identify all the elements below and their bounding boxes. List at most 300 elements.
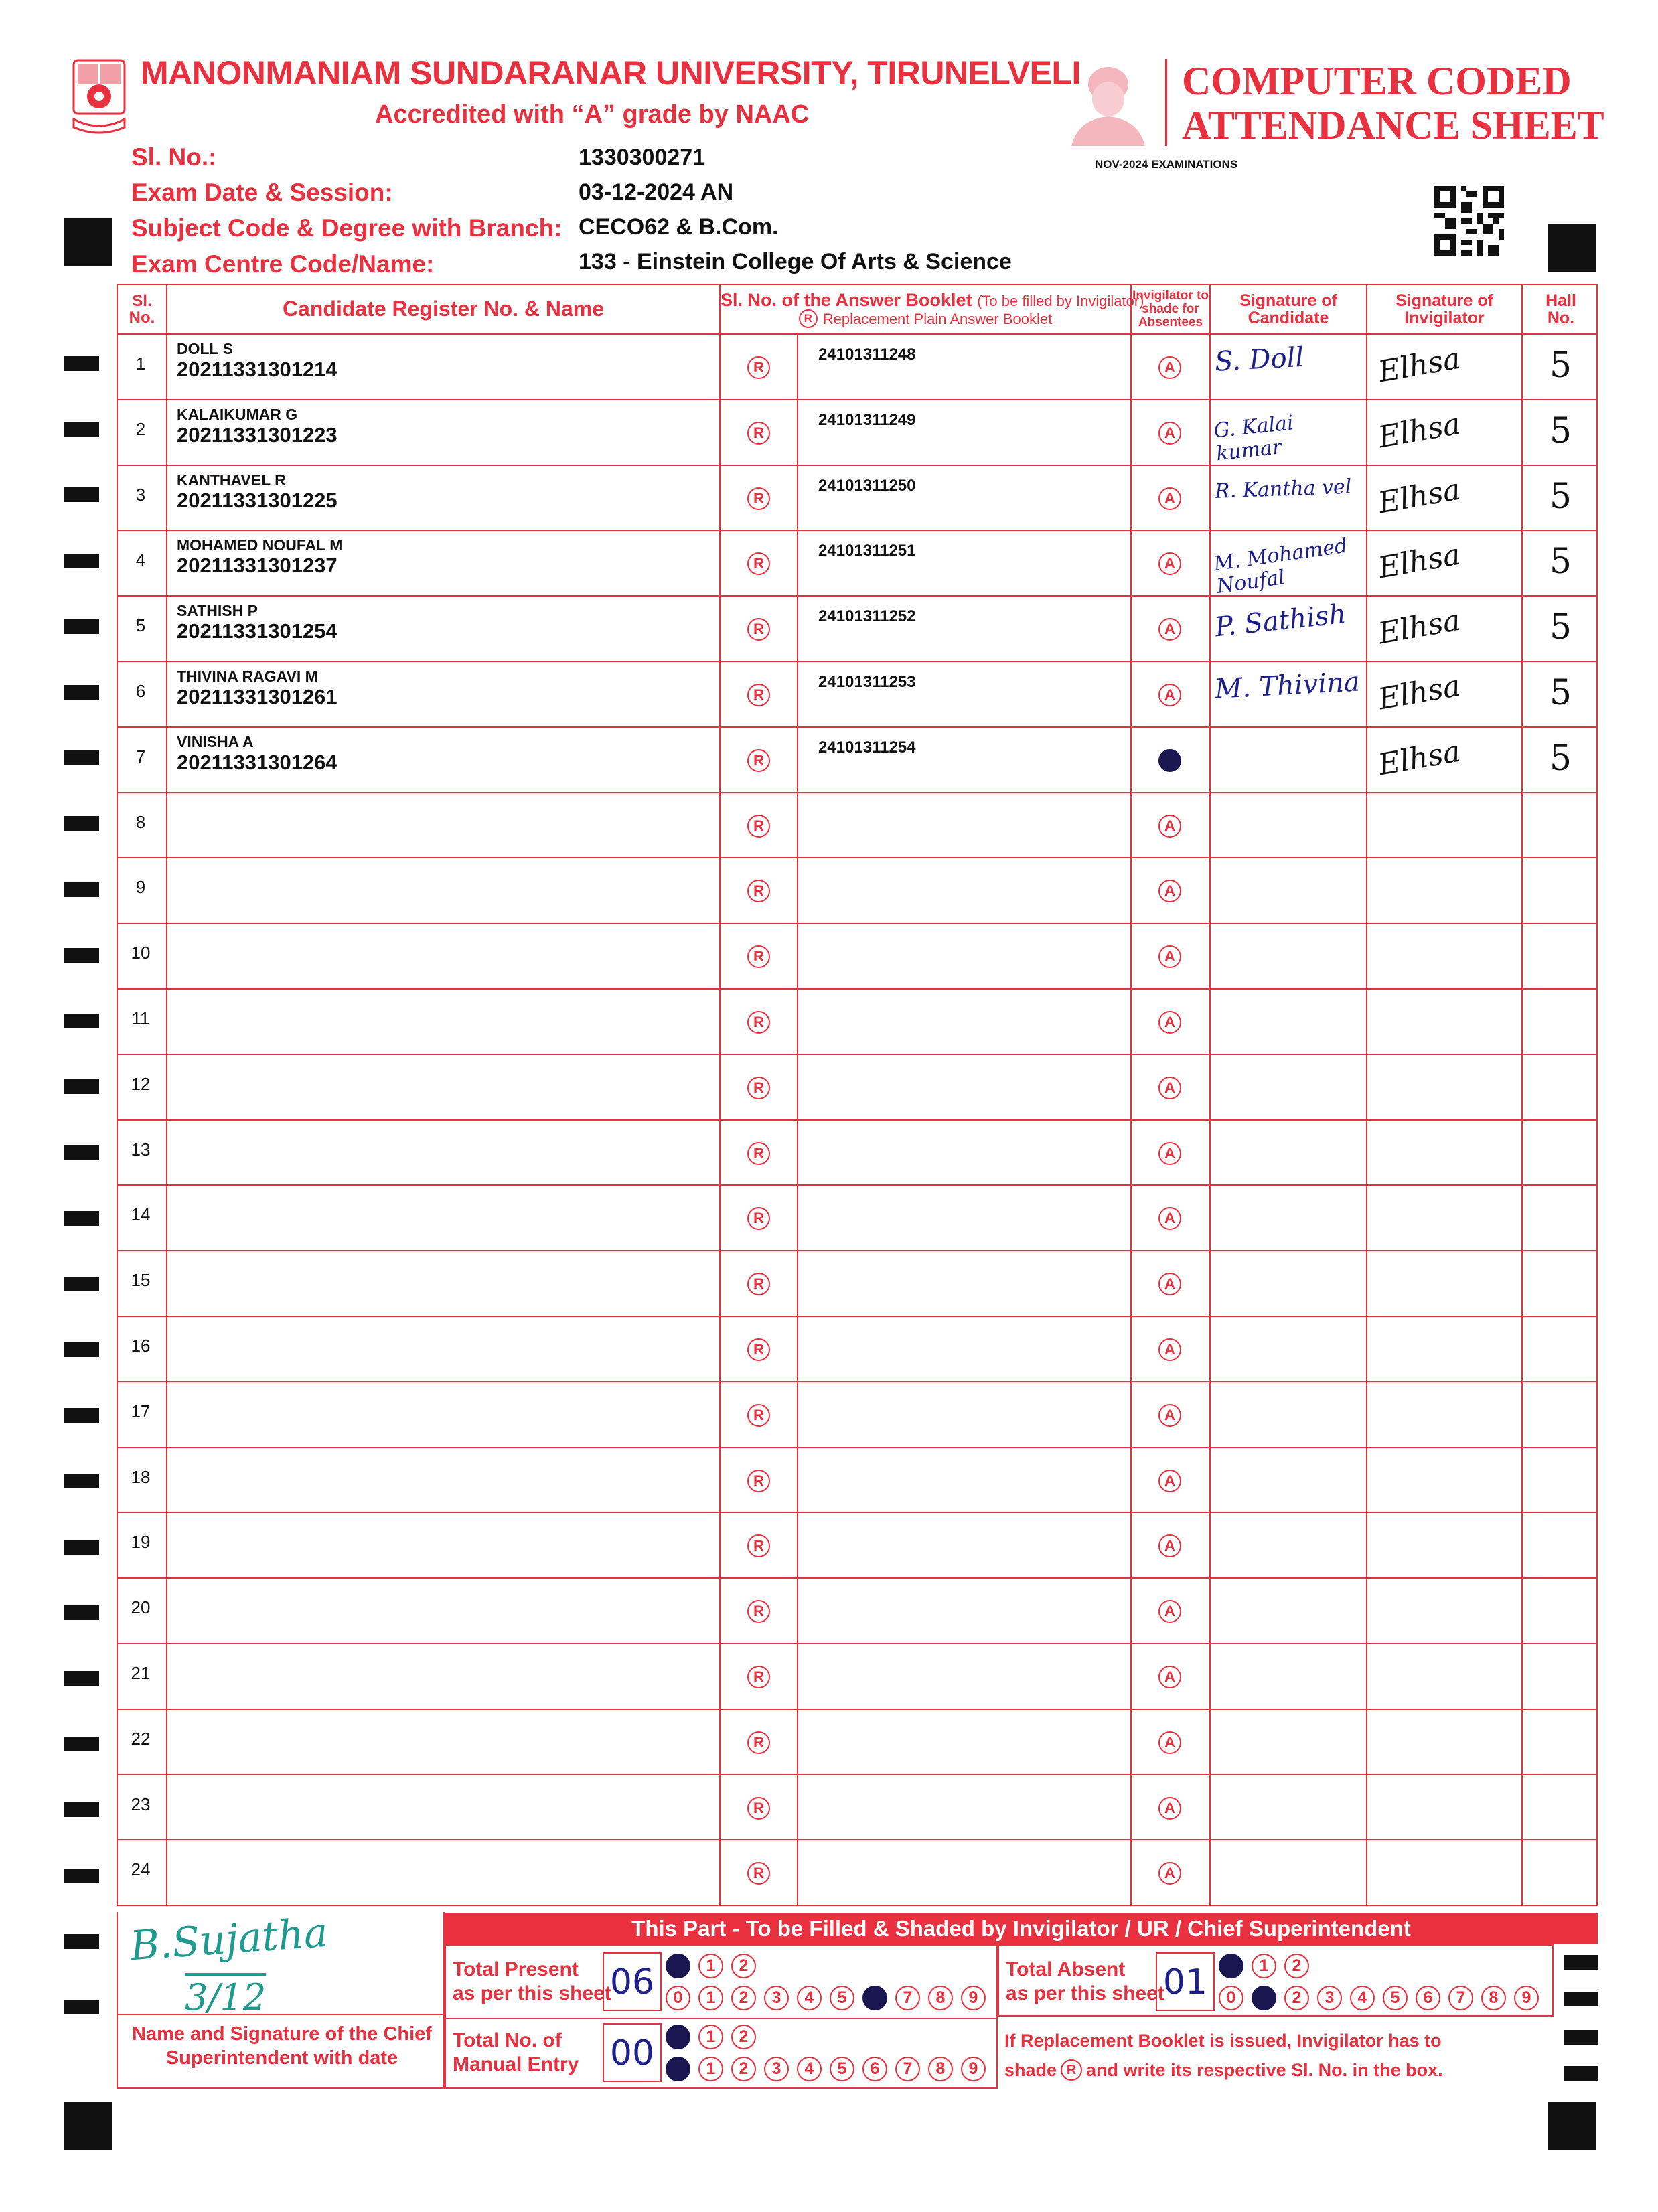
- timing-mark: [64, 1802, 99, 1817]
- digit-bubble[interactable]: 8: [928, 1986, 953, 2010]
- replacement-symbol-icon: R: [1061, 2059, 1082, 2081]
- table-row: [117, 466, 1598, 532]
- replacement-bubble[interactable]: R: [747, 1731, 770, 1754]
- cell-sl-no: [118, 1710, 166, 1774]
- absent-bubble[interactable]: A: [1158, 1077, 1181, 1099]
- replacement-bubble[interactable]: R: [747, 1338, 770, 1361]
- total-absent-units-bubbles: [1219, 1986, 1539, 2010]
- cell-candidate-signature: [1209, 1644, 1366, 1709]
- digit-bubble[interactable]: 8: [1481, 1986, 1506, 2010]
- candidate-name: SATHISH P: [177, 602, 258, 620]
- candidate-register-no: 20211331301214: [177, 358, 337, 381]
- replacement-bubble[interactable]: R: [747, 1470, 770, 1492]
- absent-bubble[interactable]: A: [1158, 487, 1181, 510]
- cell-candidate: [166, 466, 719, 530]
- absent-bubble[interactable]: A: [1158, 1404, 1181, 1427]
- cell-invigilator-signature: [1366, 662, 1521, 726]
- cell-candidate-signature: [1209, 1186, 1366, 1250]
- replacement-bubble[interactable]: R: [747, 1207, 770, 1230]
- cell-sl-no: [118, 1186, 166, 1250]
- digit-bubble[interactable]: 1: [1252, 1954, 1276, 1978]
- replacement-bubble[interactable]: R: [747, 356, 770, 379]
- digit-bubble[interactable]: 0: [666, 1986, 690, 2010]
- cell-sl-no: [118, 990, 166, 1054]
- cell-invigilator-signature: [1366, 1775, 1521, 1840]
- absent-bubble[interactable]: A: [1158, 356, 1181, 379]
- row-sl-no: 2: [135, 418, 146, 439]
- cell-hall-no: [1521, 1317, 1599, 1381]
- cell-candidate: [166, 990, 719, 1054]
- row-sl-no: 5: [135, 615, 146, 636]
- cell-replacement: [719, 335, 797, 399]
- digit-bubble[interactable]: 2: [731, 2057, 756, 2081]
- cell-booklet-no: [797, 400, 1130, 465]
- timing-mark: [64, 882, 99, 897]
- cell-absentee: [1130, 531, 1209, 595]
- digit-bubble[interactable]: 6: [862, 2057, 887, 2081]
- cell-replacement: [719, 728, 797, 792]
- cell-replacement: [719, 793, 797, 858]
- cell-booklet-no: [797, 1317, 1130, 1381]
- cell-sl-no: [118, 924, 166, 988]
- timing-mark: [64, 1474, 99, 1488]
- cell-absentee: [1130, 335, 1209, 399]
- cell-absentee: [1130, 1448, 1209, 1512]
- row-sl-no: 3: [135, 484, 146, 505]
- absent-bubble[interactable]: A: [1158, 1534, 1181, 1557]
- cell-candidate: [166, 1644, 719, 1709]
- replacement-note-line2: [1004, 2055, 1443, 2085]
- timing-mark: [1564, 1955, 1598, 1970]
- answer-booklet-no: 24101311254: [818, 738, 916, 757]
- cell-sl-no: [118, 1251, 166, 1316]
- cell-candidate-signature: [1209, 1317, 1366, 1381]
- university-logo: [70, 58, 129, 137]
- cell-hall-no: [1521, 793, 1599, 858]
- candidate-signature: P. Sathish: [1213, 599, 1348, 643]
- col-sig-invigilator-label: Signature of Invigilator: [1396, 291, 1493, 327]
- cell-candidate: [166, 1382, 719, 1447]
- cell-hall-no: [1521, 335, 1599, 399]
- digit-bubble[interactable]: 3: [1317, 1986, 1342, 2010]
- cell-booklet-no: [797, 1055, 1130, 1119]
- replacement-bubble[interactable]: R: [747, 1534, 770, 1557]
- absent-bubble[interactable]: A: [1158, 684, 1181, 706]
- digit-bubble[interactable]: 2: [1284, 1954, 1309, 1978]
- cell-hall-no: [1521, 597, 1599, 661]
- replacement-bubble[interactable]: R: [747, 1600, 770, 1623]
- total-absent-box[interactable]: 01: [1156, 1952, 1215, 2011]
- cell-absentee: [1130, 1775, 1209, 1840]
- table-row: [117, 1775, 1598, 1841]
- cell-booklet-no: [797, 924, 1130, 988]
- cell-booklet-no: [797, 990, 1130, 1054]
- table-row: [117, 662, 1598, 728]
- cell-hall-no: [1521, 1448, 1599, 1512]
- absent-bubble[interactable]: A: [1158, 422, 1181, 445]
- cell-sl-no: [118, 858, 166, 923]
- digit-bubble-shaded[interactable]: [1219, 1954, 1244, 1978]
- footer-divider: [446, 2018, 996, 2019]
- row-sl-no: 11: [131, 1008, 150, 1028]
- absent-box: [998, 1944, 1554, 2017]
- absent-bubble[interactable]: A: [1158, 1731, 1181, 1754]
- table-row: [117, 1579, 1598, 1644]
- invigilator-signature: Elhsa: [1375, 341, 1463, 390]
- cell-invigilator-signature: [1366, 728, 1521, 792]
- replacement-bubble[interactable]: R: [747, 749, 770, 772]
- cell-sl-no: [118, 1579, 166, 1643]
- replacement-bubble[interactable]: R: [747, 1011, 770, 1034]
- digit-bubble[interactable]: 4: [797, 1986, 822, 2010]
- subject-label: Subject Code & Degree with Branch:: [131, 214, 562, 242]
- superintendent-label: Name and Signature of the Chief Superintendent with date: [118, 2014, 446, 2089]
- cell-absentee: [1130, 728, 1209, 792]
- cell-replacement: [719, 400, 797, 465]
- table-row: [117, 400, 1598, 466]
- candidate-signature: G. Kalai kumar: [1212, 411, 1295, 466]
- timing-mark: [64, 1540, 99, 1555]
- timing-mark: [64, 1737, 99, 1751]
- cell-absentee: [1130, 1644, 1209, 1709]
- university-name: MANONMANIAM SUNDARANAR UNIVERSITY, TIRUNELVELI: [141, 54, 1081, 92]
- cell-absentee: [1130, 1251, 1209, 1316]
- cell-invigilator-signature: [1366, 1186, 1521, 1250]
- row-sl-no: 19: [131, 1532, 151, 1553]
- qr-code: [1434, 186, 1504, 256]
- cell-candidate-signature: [1209, 793, 1366, 858]
- candidate-name: VINISHA A: [177, 732, 254, 750]
- timing-mark: [64, 750, 99, 765]
- cell-absentee: [1130, 990, 1209, 1054]
- table-row: [117, 1121, 1598, 1186]
- row-sl-no: 18: [131, 1466, 151, 1487]
- cell-replacement: [719, 990, 797, 1054]
- manual-entry-box[interactable]: 00: [603, 2023, 662, 2082]
- digit-bubble[interactable]: 9: [1514, 1986, 1539, 2010]
- absent-bubble[interactable]: A: [1158, 880, 1181, 902]
- replacement-bubble[interactable]: R: [747, 1862, 770, 1885]
- cell-invigilator-signature: [1366, 1121, 1521, 1185]
- total-present-label-line1: Total Present: [453, 1958, 579, 1980]
- candidate-name: KANTHAVEL R: [177, 471, 286, 489]
- hall-no: 5: [1550, 542, 1572, 582]
- digit-bubble[interactable]: 1: [698, 2057, 723, 2081]
- replacement-bubble[interactable]: R: [747, 422, 770, 445]
- digit-bubble-shaded[interactable]: [666, 2057, 690, 2081]
- absent-bubble[interactable]: A: [1158, 945, 1181, 968]
- replacement-bubble[interactable]: R: [747, 552, 770, 575]
- timing-mark: [64, 422, 99, 437]
- cell-hall-no: [1521, 1186, 1599, 1250]
- cell-booklet-no: [797, 1513, 1130, 1577]
- cell-candidate-signature: [1209, 1121, 1366, 1185]
- cell-booklet-no: [797, 728, 1130, 792]
- cell-invigilator-signature: [1366, 793, 1521, 858]
- cell-hall-no: [1521, 531, 1599, 595]
- cell-replacement: [719, 1382, 797, 1447]
- cell-candidate-signature: [1209, 1513, 1366, 1577]
- superintendent-signature: B.Sujatha: [128, 1909, 329, 1970]
- cell-replacement: [719, 1513, 797, 1577]
- table-row: [117, 1055, 1598, 1121]
- cell-booklet-no: [797, 531, 1130, 595]
- absent-bubble-shaded[interactable]: [1158, 749, 1181, 772]
- cell-hall-no: [1521, 1382, 1599, 1447]
- cell-candidate-signature: [1209, 662, 1366, 726]
- absent-bubble[interactable]: A: [1158, 1142, 1181, 1165]
- cell-hall-no: [1521, 1579, 1599, 1643]
- cell-candidate-signature: [1209, 728, 1366, 792]
- absent-bubble[interactable]: A: [1158, 1011, 1181, 1034]
- cell-candidate: [166, 1840, 719, 1905]
- cell-sl-no: [118, 466, 166, 530]
- timing-mark: [64, 1342, 99, 1357]
- col-booklet-replacement-label: Replacement Plain Answer Booklet: [822, 310, 1053, 327]
- replacement-bubble[interactable]: R: [747, 487, 770, 510]
- digit-bubble[interactable]: 2: [1284, 1986, 1309, 2010]
- digit-bubble[interactable]: 5: [1383, 1986, 1408, 2010]
- digit-bubble[interactable]: 5: [830, 1986, 854, 2010]
- digit-bubble[interactable]: 2: [731, 1954, 756, 1978]
- cell-candidate: [166, 1710, 719, 1774]
- cell-sl-no: [118, 1317, 166, 1381]
- absent-bubble[interactable]: A: [1158, 1797, 1181, 1820]
- row-sl-no: 10: [131, 943, 151, 963]
- cell-invigilator-signature: [1366, 924, 1521, 988]
- digit-bubble[interactable]: 0: [1219, 1986, 1244, 2010]
- cell-replacement: [719, 531, 797, 595]
- total-present-units-bubbles: [666, 1986, 986, 2010]
- row-sl-no: 20: [131, 1597, 151, 1618]
- cell-invigilator-signature: [1366, 335, 1521, 399]
- total-absent-label-line1: Total Absent: [1006, 1958, 1126, 1980]
- absent-bubble[interactable]: A: [1158, 1207, 1181, 1230]
- total-absent-tens-bubbles: [1219, 1954, 1309, 1978]
- digit-bubble[interactable]: 6: [1416, 1986, 1440, 2010]
- timing-mark: [64, 1211, 99, 1226]
- cell-invigilator-signature: [1366, 1579, 1521, 1643]
- candidate-signature: R. Kantha vel: [1214, 475, 1352, 503]
- registration-mark: [1548, 224, 1596, 272]
- registration-mark: [64, 2102, 112, 2150]
- cell-candidate-signature: [1209, 1840, 1366, 1905]
- absent-bubble[interactable]: A: [1158, 1273, 1181, 1295]
- digit-bubble[interactable]: 4: [797, 2057, 822, 2081]
- replacement-bubble[interactable]: R: [747, 815, 770, 838]
- digit-bubble[interactable]: 3: [764, 2057, 789, 2081]
- table-row: [117, 858, 1598, 924]
- invigilator-signature: Elhsa: [1375, 538, 1463, 586]
- cell-invigilator-signature: [1366, 990, 1521, 1054]
- replacement-bubble[interactable]: R: [747, 1797, 770, 1820]
- replacement-bubble[interactable]: R: [747, 1077, 770, 1099]
- digit-bubble-shaded[interactable]: [666, 1954, 690, 1978]
- cell-absentee: [1130, 1710, 1209, 1774]
- timing-mark: [64, 1671, 99, 1686]
- cell-candidate-signature: [1209, 1710, 1366, 1774]
- row-sl-no: 12: [131, 1073, 151, 1094]
- col-booklet-note: (To be filled by Invigilator): [977, 292, 1144, 309]
- candidate-register-no: 20211331301261: [177, 685, 337, 708]
- digit-bubble[interactable]: 1: [698, 2025, 723, 2049]
- absent-bubble[interactable]: A: [1158, 1338, 1181, 1361]
- cell-candidate-signature: [1209, 531, 1366, 599]
- replacement-bubble[interactable]: R: [747, 880, 770, 902]
- col-candidate: [166, 285, 719, 333]
- cell-invigilator-signature: [1366, 1644, 1521, 1709]
- col-sl-no: [118, 285, 166, 333]
- absent-bubble[interactable]: A: [1158, 552, 1181, 575]
- digit-bubble[interactable]: 9: [961, 2057, 986, 2081]
- timing-mark: [64, 1869, 99, 1883]
- cell-invigilator-signature: [1366, 858, 1521, 923]
- replacement-bubble[interactable]: R: [747, 945, 770, 968]
- timing-mark: [64, 1605, 99, 1620]
- digit-bubble[interactable]: 2: [731, 1986, 756, 2010]
- replacement-bubble[interactable]: R: [747, 1666, 770, 1688]
- digit-bubble-shaded[interactable]: [1252, 1986, 1276, 2010]
- candidate-name: MOHAMED NOUFAL M: [177, 536, 343, 554]
- cell-candidate: [166, 1055, 719, 1119]
- col-booklet-label: Sl. No. of the Answer Booklet: [721, 289, 972, 310]
- cell-replacement: [719, 597, 797, 661]
- digit-bubble[interactable]: 1: [698, 1986, 723, 2010]
- hall-no: 5: [1550, 738, 1572, 779]
- superintendent-date: 3/12: [185, 1976, 267, 2019]
- cell-candidate: [166, 531, 719, 595]
- digit-bubble[interactable]: 7: [1448, 1986, 1473, 2010]
- digit-bubble[interactable]: 3: [764, 1986, 789, 2010]
- cell-booklet-no: [797, 1775, 1130, 1840]
- cell-hall-no: [1521, 1840, 1599, 1905]
- total-present-box[interactable]: 06: [603, 1952, 662, 2011]
- digit-bubble[interactable]: 5: [830, 2057, 854, 2081]
- absent-bubble[interactable]: A: [1158, 815, 1181, 838]
- cell-replacement: [719, 662, 797, 726]
- answer-booklet-no: 24101311252: [818, 607, 916, 626]
- cell-candidate-signature: [1209, 400, 1366, 465]
- digit-bubble[interactable]: 4: [1350, 1986, 1375, 2010]
- founder-portrait: [1065, 58, 1152, 146]
- cell-hall-no: [1521, 1055, 1599, 1119]
- table-row: [117, 924, 1598, 990]
- cell-invigilator-signature: [1366, 1710, 1521, 1774]
- footer-title-bar: This Part - To be Filled & Shaded by Invigilator / UR / Chief Superintendent: [445, 1913, 1598, 1944]
- timing-mark: [64, 1277, 99, 1291]
- digit-bubble[interactable]: 9: [961, 1986, 986, 2010]
- digit-bubble-shaded[interactable]: [666, 2025, 690, 2049]
- document-title: [1182, 59, 1604, 147]
- candidate-register-no: 20211331301225: [177, 488, 337, 512]
- sl-no-value: 1330300271: [579, 145, 706, 170]
- timing-mark: [64, 1934, 99, 1949]
- cell-candidate: [166, 858, 719, 923]
- cell-absentee: [1130, 597, 1209, 661]
- invigilator-signature: Elhsa: [1375, 668, 1463, 717]
- cell-candidate-signature: [1209, 858, 1366, 923]
- digit-bubble[interactable]: 7: [895, 1986, 920, 2010]
- total-present-tens-bubbles: [666, 1954, 756, 1978]
- exam-session-label: NOV-2024 EXAMINATIONS: [1095, 158, 1238, 171]
- cell-candidate: [166, 662, 719, 726]
- digit-bubble[interactable]: 8: [928, 2057, 953, 2081]
- cell-replacement: [719, 1840, 797, 1905]
- replacement-bubble[interactable]: R: [747, 684, 770, 706]
- cell-hall-no: [1521, 1644, 1599, 1709]
- cell-candidate-signature: [1209, 466, 1366, 530]
- digit-bubble[interactable]: 2: [731, 2025, 756, 2049]
- cell-candidate: [166, 1121, 719, 1185]
- replacement-bubble[interactable]: R: [747, 1404, 770, 1427]
- cell-candidate: [166, 400, 719, 465]
- cell-invigilator-signature: [1366, 1513, 1521, 1577]
- row-sl-no: 4: [135, 550, 146, 570]
- cell-absentee: [1130, 1055, 1209, 1119]
- cell-candidate-signature: [1209, 924, 1366, 988]
- cell-hall-no: [1521, 1251, 1599, 1316]
- cell-absentee: [1130, 924, 1209, 988]
- digit-bubble-shaded[interactable]: [862, 1986, 887, 2010]
- cell-absentee: [1130, 1579, 1209, 1643]
- absent-bubble[interactable]: A: [1158, 1862, 1181, 1885]
- table-row: [117, 1382, 1598, 1448]
- manual-entry-units-bubbles: [666, 2057, 986, 2081]
- cell-replacement: [719, 1251, 797, 1316]
- absent-bubble[interactable]: A: [1158, 1666, 1181, 1688]
- hall-no: 5: [1550, 345, 1572, 386]
- candidate-register-no: 20211331301237: [177, 554, 337, 578]
- cell-hall-no: [1521, 466, 1599, 530]
- absent-bubble[interactable]: A: [1158, 618, 1181, 641]
- cell-candidate: [166, 793, 719, 858]
- title-divider: [1165, 59, 1167, 146]
- cell-invigilator-signature: [1366, 531, 1521, 595]
- cell-booklet-no: [797, 1186, 1130, 1250]
- digit-bubble[interactable]: 1: [698, 1954, 723, 1978]
- replacement-bubble[interactable]: R: [747, 1273, 770, 1295]
- replacement-bubble[interactable]: R: [747, 1142, 770, 1165]
- cell-candidate: [166, 1448, 719, 1512]
- table-row: [117, 1317, 1598, 1382]
- cell-replacement: [719, 1710, 797, 1774]
- timing-mark: [64, 487, 99, 502]
- cell-candidate-signature: [1209, 1382, 1366, 1447]
- row-sl-no: 9: [135, 877, 146, 898]
- cell-absentee: [1130, 466, 1209, 530]
- replacement-bubble[interactable]: R: [747, 618, 770, 641]
- manual-entry-tens-bubbles: [666, 2025, 756, 2049]
- cell-sl-no: [118, 728, 166, 792]
- absent-bubble[interactable]: A: [1158, 1600, 1181, 1623]
- row-sl-no: 17: [131, 1401, 151, 1421]
- cell-booklet-no: [797, 1382, 1130, 1447]
- cell-candidate: [166, 924, 719, 988]
- cell-sl-no: [118, 1840, 166, 1905]
- total-present-label: [453, 1958, 611, 2006]
- col-hall: [1521, 285, 1599, 333]
- hall-no: 5: [1550, 476, 1572, 517]
- cell-candidate-signature: [1209, 1055, 1366, 1119]
- absent-bubble[interactable]: A: [1158, 1470, 1181, 1492]
- candidate-signature: S. Doll: [1213, 341, 1305, 378]
- cell-invigilator-signature: [1366, 597, 1521, 661]
- candidate-signature: M. Thivina: [1213, 666, 1361, 705]
- registration-mark: [1548, 2102, 1596, 2150]
- cell-absentee: [1130, 858, 1209, 923]
- digit-bubble[interactable]: 7: [895, 2057, 920, 2081]
- table-row: [117, 728, 1598, 793]
